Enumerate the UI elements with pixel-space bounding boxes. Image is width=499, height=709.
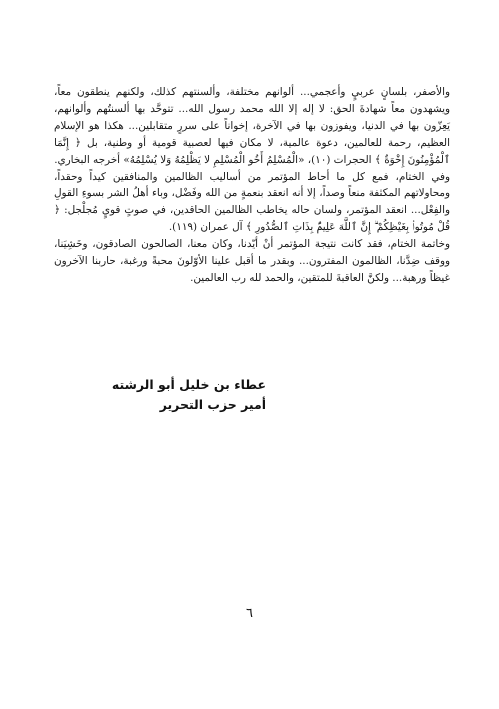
paragraph-3: وخاتمة الختام، فقد كانت نتيجة المؤتمر أنْ أيّدنا، وكان معنا، الصالحون الصادقون، وخَشِيَنا، ووقف ضِدَّنا، الظالمون المفترون... وبقدر ما أقبل علينا الأوّلونَ محبةً ورغبة، حاربنا الآخرون غيظاً ورهبة... ولكنَّ العاقبةَ للمتقين، والحمد لله رب العالمين. xyxy=(54,238,450,284)
document-body xyxy=(54,84,450,287)
signature-name: عطاء بن خليل أبو الرشته xyxy=(111,377,266,392)
signature-block xyxy=(111,375,266,415)
paragraph-1: والأصفر، بلسانٍ عربيٍ وأعجمي... ألوانهم مختلفة، وألسنتهم كذلك، ولكنهم ينطقون معاً، ويشهدون معاً شهادةَ الحق: لا إله إلا الله محمد رسول الله... تتوحَّد بها ألسنتُهم وألوانهم، يَعِزّون بها في الدنيا، ويفوزون بها في الآخرة، إخواناً على سررٍ متقابلين... هكذا هو الإسلام العظيم، رحمة للعالمين، دعوة عالمية، لا مكان فيها لعصبية قومية أو وطنية، بل ﴿ إِنَّمَا ٱلْمُؤْمِنُونَ إِخْوَةٌ ﴾ الحجرات (١٠)، «الْمُسْلِمُ أَخُو الْمُسْلِمِ لا يَظْلِمُهُ وَلا يُسْلِمُهُ» أخرجه البخاري. xyxy=(54,86,450,166)
paragraph-2: وفي الختام، فمع كل ما أحاط المؤتمر من أساليب الظالمين والمنافقين كيداً وحقداً، ومحاولاتهم المكثفة منعاً وصداً، إلا أنه انعقد بنعمةٍ من الله وفَضْل، وباء أهلُ الشر بسوءِ القولِ والفِعْل... انعقد المؤتمر، ولسان حاله يخاطب الظالمين الحاقدين، في صوتٍ قويٍ مُجلْجل: ﴿ قُلْ مُوتُوا۟ بِغَيْظِكُمْ ۗ إِنَّ ٱللَّهَ عَلِيمٌۢ بِذَاتِ ٱلصُّدُورِ ﴾ آل عمران (١١٩). xyxy=(54,170,450,234)
page-number: ٦ xyxy=(246,606,253,621)
signature-title: أمير حزب التحرير xyxy=(159,397,266,412)
